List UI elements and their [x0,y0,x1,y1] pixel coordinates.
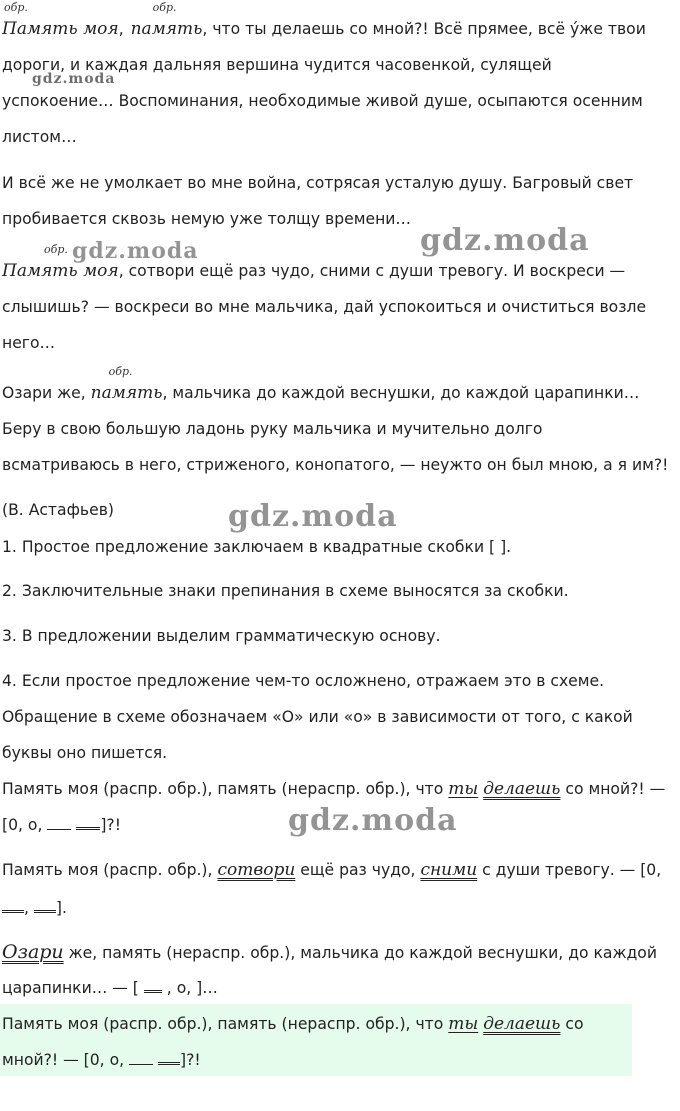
address-word: обр. Память моя [2,243,119,281]
poem-p4-line3: всматриваюсь в него, стриженого, конопатого, — неужто он был мною, а я им?! [2,456,669,474]
answer-3-scheme: царапинки… — [ , о, ]… [2,970,676,1006]
rule-1: 1. Простое предложение заключаем в квадратные скобки [ ]. [2,538,512,556]
address-word: обр. память [90,365,163,403]
watermark: gdz.moda [288,803,458,838]
answer-2-scheme: , ]. [2,890,676,926]
predicate-slot [144,976,162,993]
subject: ты [448,1014,479,1034]
poem-p4-line2: Беру в свою большую ладонь руку мальчика и мучительно долго [2,420,543,438]
address-note: обр. [44,243,68,256]
poem-p3-line3: него… [2,334,56,352]
address-note: обр. [108,365,133,378]
address-word: обр. память [130,1,203,39]
poem-p1-line2: дороги, и каждая дальняя вершина чудится часовенкой, сулящей [2,56,552,74]
answer-1-line1: Память моя (распр. обр.), память (нераспр. обр.), что ты делаешь со мной?! — [2,779,666,799]
predicate: Озари [2,941,64,963]
poem-p4-line1: Озари же, обр. память, мальчика до каждой веснушки, до каждой царапинки… [2,365,640,403]
watermark: gdz.moda [420,223,590,258]
rule-2: 2. Заключительные знаки препинания в схеме выносятся за скобки. [2,582,569,600]
rule-4-cont: Обращение в схеме обозначаем «О» или «о» в зависимости от того, с какой [2,708,633,726]
watermark: gdz.moda [72,238,199,264]
predicate: сними [420,860,478,880]
poem-p1-line4: листом… [2,128,77,146]
address-note: обр. [4,1,28,14]
address-note: обр. [152,1,177,14]
subject-slot [129,1050,153,1065]
poem-p3-line2: слышишь? — воскреси во мне мальчика, дай успокоиться и очиститься возле [2,298,647,316]
author: (В. Астафьев) [2,501,114,519]
answer-2-line1: Память моя (распр. обр.), сотвори ещё раз чудо, сними с души тревогу. — [0, [2,860,662,880]
predicate: делаешь [483,1014,561,1034]
subject-slot [47,815,71,830]
poem-p2-line2: пробивается сквозь немую уже толщу времени… [2,210,412,228]
predicate-slot [158,1048,180,1065]
predicate: сотвори [217,860,296,880]
answer-1-scheme: [0, о, ]?! [2,807,676,843]
predicate-slot [2,896,24,913]
watermark: gdz.moda [228,499,398,534]
answer-4-line1: Память моя (распр. обр.), память (нераспр. обр.), что ты делаешь со [2,1014,584,1034]
poem-p3-line1: обр. Память моя, сотвори ещё раз чудо, сними с души тревогу. И воскреси — [2,243,626,281]
rule-3: 3. В предложении выделим грамматическую основу. [2,627,441,645]
predicate-slot [34,896,56,913]
poem-p1-line1: обр. Память моя, обр. память, что ты делаешь со мной?! Всё прямее, всё у́же твои [2,1,646,39]
subject: ты [448,779,479,799]
answer-3-line1: Озари же, память (нераспр. обр.), мальчика до каждой веснушки, до каждой [2,941,657,963]
watermark: gdz.moda [32,71,116,87]
poem-p1-line3: успокоение… Воспоминания, необходимые живой душе, осыпаются осенним [2,92,643,110]
predicate: делаешь [483,779,561,799]
rule-4: 4. Если простое предложение чем-то осложнено, отражаем это в схеме. [2,672,605,690]
rule-4-cont: буквы оно пишется. [2,744,168,762]
address-word: обр. Память моя [2,1,119,39]
answer-4-scheme: мной?! — [0, о, ]?! [2,1042,676,1078]
predicate-slot [76,813,100,830]
poem-p2-line1: И всё же не умолкает во мне война, сотрясая усталую душу. Багровый свет [2,174,634,192]
